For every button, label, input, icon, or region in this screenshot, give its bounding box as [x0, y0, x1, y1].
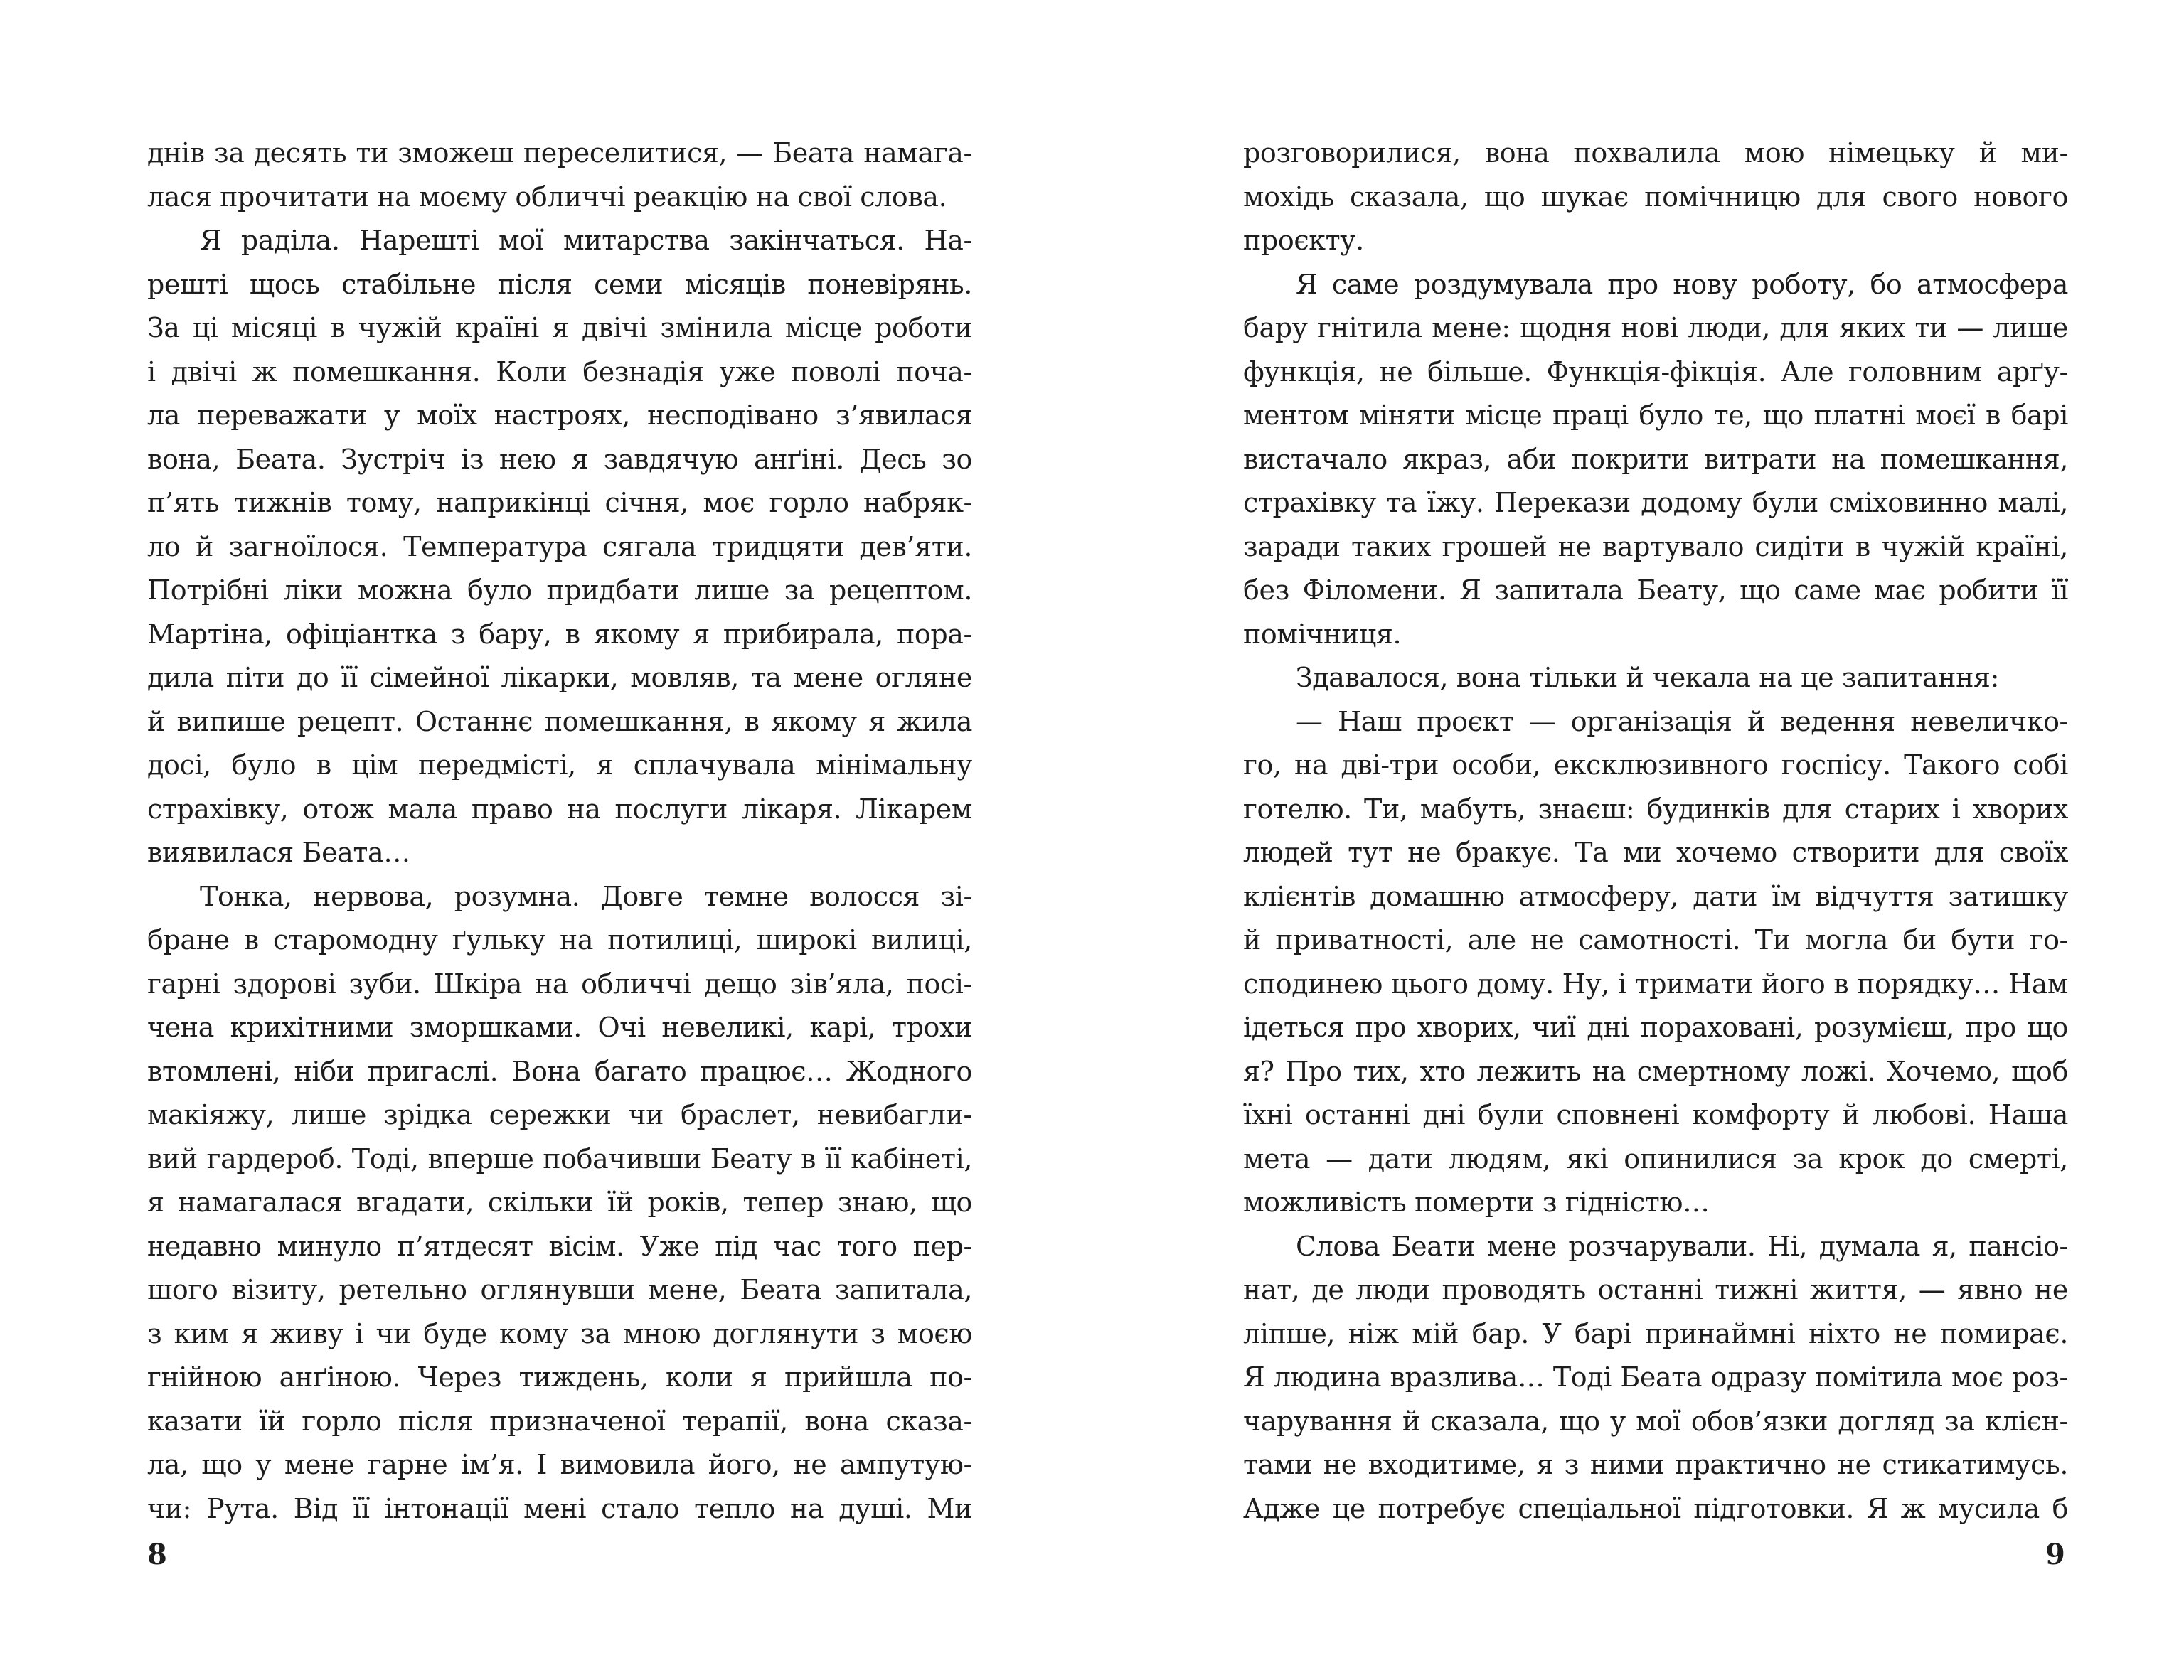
text-line: втомлені, ніби пригаслі. Вона багато працює… Жодного [147, 1055, 972, 1087]
text-line: Потрібні ліки можна було придбати лише за рецептом. [147, 574, 972, 606]
text-line: чи: Рута. Від її інтонації мені стало тепло на душі. Ми [147, 1492, 972, 1524]
text-line: досі, було в цім передмісті, я сплачувала мінімальну [147, 749, 972, 781]
text-line: гнійною анґіною. Через тиждень, коли я прийшла по- [147, 1361, 972, 1393]
left-page [147, 132, 972, 1531]
text-line: мохідь сказала, що шукає помічницю для свого нового [1243, 181, 2068, 213]
text-line: Адже це потребує спеціальної підготовки. Я ж мусила б [1243, 1492, 2068, 1524]
text-line: без Філомени. Я запитала Беату, що саме має робити її [1243, 574, 2068, 606]
text-line: ідеться про хворих, чиї дні пораховані, розумієш, про що [1243, 1012, 2068, 1043]
text-line: і двічі ж помешкання. Коли безнадія уже поволі поча- [147, 355, 972, 387]
text-line: я намагалася вгадати, скільки їй років, тепер знаю, що [147, 1187, 972, 1218]
text-line: п’ять тижнів тому, наприкінці січня, моє горло набряк- [147, 487, 972, 518]
text-line: чена крихітними зморшками. Очі невеликі, карі, трохи [147, 1012, 972, 1043]
text-line: Я саме роздумувала про нову роботу, бо атмосфера [1296, 268, 2068, 300]
text-line: лася прочитати на моєму обличчі реакцію на свої слова. [147, 181, 947, 213]
text-line: ла, що у мене гарне ім’я. І вимовила його, не ампутую- [147, 1449, 972, 1480]
text-line: решті щось стабільне після семи місяців поневірянь. [147, 268, 972, 300]
text-line: клієнтів домашню атмосферу, дати їм відчуття затишку [1243, 880, 2068, 912]
text-line: виявилася Беата… [147, 837, 410, 868]
text-line: нат, де люди проводять останні тижні життя, — явно не [1243, 1274, 2068, 1305]
text-line: чарування й сказала, що у мої обов’язки догляд за клієн- [1243, 1405, 2068, 1437]
text-line: помічниця. [1243, 618, 1402, 650]
text-line: я? Про тих, хто лежить на смертному ложі. Хочемо, щоб [1243, 1055, 2068, 1087]
text-line: людей тут не бракує. Та ми хочемо створити для своїх [1243, 837, 2068, 868]
text-line: бране в старомодну ґульку на потилиці, широкі вилиці, [147, 924, 972, 956]
text-line: макіяжу, лише зрідка сережки чи браслет, невибагли- [147, 1099, 972, 1130]
text-line: Здавалося, вона тільки й чекала на це запитання: [1296, 662, 2000, 693]
text-line: функція, не більше. Функція-фікція. Але головним арґу- [1243, 355, 2068, 387]
text-line: вистачало якраз, аби покрити витрати на помешкання, [1243, 443, 2068, 475]
text-line: Мартіна, офіціантка з бару, в якому я прибирала, пора- [147, 618, 972, 650]
text-line: готелю. Ти, мабуть, знаєш: будинків для старих і хворих [1243, 793, 2068, 825]
text-line: сподинею цього дому. Ну, і тримати його в порядку… Нам [1243, 968, 2068, 1000]
text-line: Я раділа. Нарешті мої митарства закінчаться. На- [200, 225, 972, 256]
text-line: За ці місяці в чужій країні я двічі змінила місце роботи [147, 312, 972, 343]
text-line: проєкту. [1243, 225, 1364, 256]
text-line: можливість померти з гідністю… [1243, 1187, 1710, 1218]
page-number-right: 9 [2045, 1538, 2065, 1571]
text-line: вона, Беата. Зустріч із нею я завдячую анґіні. Десь зо [147, 443, 972, 475]
right-page [1243, 132, 2068, 1531]
text-line: ла переважати у моїх настроях, несподівано з’явилася [147, 400, 972, 431]
text-line: Я людина вразлива… Тоді Беата одразу помітила моє роз- [1243, 1361, 2068, 1393]
text-line: Слова Беати мене розчарували. Ні, думала я, пансіо- [1296, 1230, 2068, 1262]
text-line: казати їй горло після призначеної терапії, вона сказа- [147, 1405, 972, 1437]
text-line: заради таких грошей не вартувало сидіти в чужій країні, [1243, 530, 2068, 562]
text-line: й приватності, але не самотності. Ти могла би бути го- [1243, 924, 2068, 956]
text-line: бару гнітила мене: щодня нові люди, для яких ти — лише [1243, 312, 2068, 343]
text-line: й випише рецепт. Останнє помешкання, в якому я жила [147, 705, 972, 737]
text-line: з ким я живу і чи буде кому за мною доглянути з моєю [147, 1317, 972, 1349]
right-page-text [1243, 132, 2068, 1531]
text-line: тами не входитиме, я з ними практично не стикатимусь. [1243, 1449, 2068, 1480]
text-line: ло й загноїлося. Температура сягала тридцяти дев’яти. [147, 530, 972, 562]
text-line: — Наш проєкт — організація й ведення невеличко- [1296, 705, 2068, 737]
text-line: Тонка, нервова, розумна. Довге темне волосся зі- [200, 880, 972, 912]
text-line: мета — дати людям, які опинилися за крок до смерті, [1243, 1143, 2068, 1175]
text-line: шого візиту, ретельно оглянувши мене, Беата запитала, [147, 1274, 972, 1305]
text-line: дила піти до її сімейної лікарки, мовляв, та мене огляне [147, 662, 972, 693]
left-page-text [147, 132, 972, 1531]
text-line: недавно минуло п’ятдесят вісім. Уже під час того пер- [147, 1230, 972, 1262]
text-line: їхні останні дні були сповнені комфорту й любові. Наша [1243, 1099, 2068, 1130]
text-line: вий гардероб. Тоді, вперше побачивши Беату в її кабінеті, [147, 1143, 972, 1175]
text-line: днів за десять ти зможеш переселитися, — Беата намага- [147, 137, 972, 168]
text-line: гарні здорові зуби. Шкіра на обличчі дещо зів’яла, посі- [147, 968, 972, 1000]
text-line: ментом міняти місце праці було те, що платні моєї в барі [1243, 400, 2068, 431]
text-line: страхівку та їжу. Перекази додому були сміховинно малі, [1243, 487, 2068, 518]
text-line: розговорилися, вона похвалила мою німецьку й ми- [1243, 137, 2068, 168]
text-line: ліпше, ніж мій бар. У барі принаймні ніхто не помирає. [1243, 1317, 2068, 1349]
text-line: го, на дві-три особи, ексклюзивного госпісу. Такого собі [1243, 749, 2068, 781]
text-line: страхівку, отож мала право на послуги лікаря. Лікарем [147, 793, 972, 825]
page-number-left: 8 [147, 1538, 167, 1571]
